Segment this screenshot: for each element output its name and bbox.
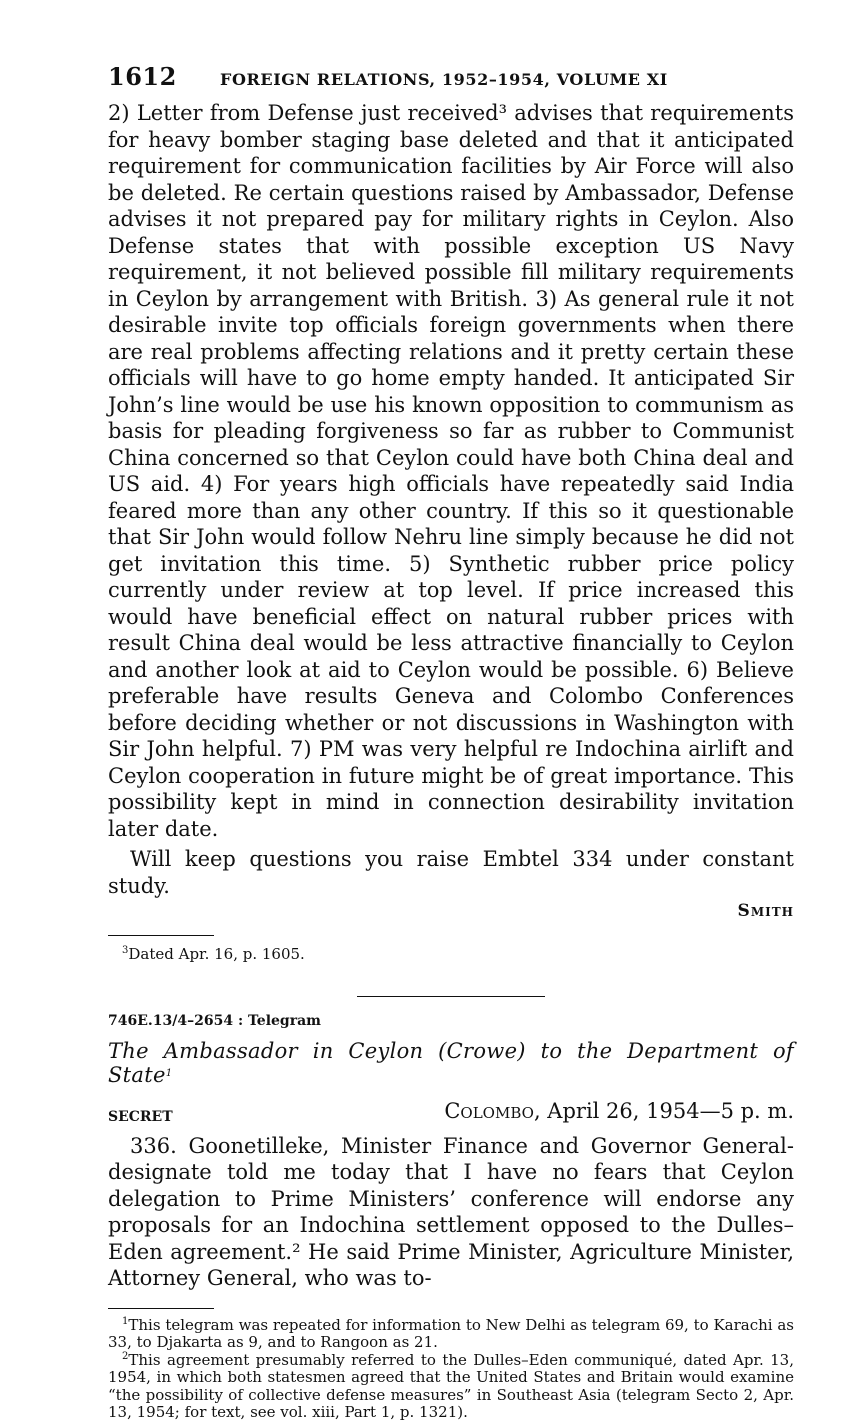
telegram-body: 336. Goonetilleke, Minister Finance and Governor General-designate told me today that I have no fears that Ceylon delegation to Prime Ministers’ conference will endorse any proposals for an Indochina settlement opposed to the Dulles–Eden agreement.² He said Prime Minister, Agriculture Minister, Attorney General, who was to- <box>108 1133 794 1290</box>
date: , April 26, 1954—5 p. m. <box>533 1098 794 1123</box>
place-date <box>444 1099 794 1123</box>
closing-paragraph: Will keep questions you raise Embtel 334 under constant study. <box>108 847 794 898</box>
footnote-2-text: This agreement presumably referred to the Dulles–Eden communiqué, dated Apr. 13, 1954, in which both statesmen agreed that the United States and Britain would examine “the possibility of collective defense measures” in Southeast Asia (telegram Secto 2, Apr. 13, 1954; for text, see vol. xiii, Part 1, p. 1321). <box>108 1350 794 1421</box>
document-title-marker: 1 <box>165 1067 173 1079</box>
page-header <box>108 58 794 100</box>
running-head: FOREIGN RELATIONS, 1952–1954, VOLUME XI <box>220 70 668 89</box>
place: Colombo <box>444 1098 534 1123</box>
document-title <box>108 1039 794 1087</box>
signature: Smith <box>737 901 794 921</box>
classification-line <box>108 1099 794 1133</box>
footnote-1-marker: 1 <box>122 1315 129 1327</box>
footnote-3-text: Dated Apr. 16, p. 1605. <box>128 945 305 963</box>
document-title-text: The Ambassador in Ceylon (Crowe) to the Department of State <box>108 1038 794 1087</box>
classification: SECRET <box>108 1108 173 1125</box>
footnote-rule <box>108 935 214 936</box>
file-number: 746E.13/4–2654 : Telegram <box>108 1012 321 1029</box>
footnote-2 <box>108 1352 794 1422</box>
footnote-3 <box>108 946 794 964</box>
footnote-3-marker: 3 <box>122 945 129 956</box>
continued-paragraph: 2) Letter from Defense just received³ advises that requirements for heavy bomber staging base deleted and that it anticipated requirement for communication facilities by Air Force will also be deleted. Re certain questions raised by Ambassador, Defense advises it not prepared pay for military rights in Ceylon. Also Defense states that with possible exception US Navy requirement, it not believed possible fill military requirements in Ceylon by arrangement with British. 3) As general rule it not desirable invite top officials foreign governments when there are real problems affecting relations and it pretty certain these officials will have to go home empty handed. It anticipated Sir John’s line would be use his known opposition to communism as basis for pleading forgiveness so far as rubber to Communist China concerned so that Ceylon could have both China deal and US aid. 4) For years high officials have repeatedly said India feared more than any other country. If this so it questionable that Sir John would follow Nehru line simply because he did not get invitation this time. 5) Synthetic rubber price policy currently under review at top level. If price increased this would have beneficial effect on natural rubber prices with result China deal would be less attractive financially to Ceylon and another look at aid to Ceylon would be possible. 6) Believe preferable have results Geneva and Colombo Conferences before deciding whether or not discussions in Washington with Sir John helpful. 7) PM was very helpful re Indochina airlift and Ceylon cooperation in future might be of great importance. This possibility kept in mind in connection desirability invitation later date. <box>108 101 794 841</box>
page-number: 1612 <box>108 62 177 91</box>
footnote-2-marker: 2 <box>122 1350 129 1362</box>
section-divider <box>357 996 545 997</box>
footnote-1 <box>108 1317 794 1352</box>
document-page <box>108 58 794 1422</box>
footnote-1-text: This telegram was repeated for information to New Delhi as telegram 69, to Karachi as 33, to Djakarta as 9, and to Rangoon as 21. <box>108 1315 794 1351</box>
footnote-rule-2 <box>108 1308 214 1309</box>
